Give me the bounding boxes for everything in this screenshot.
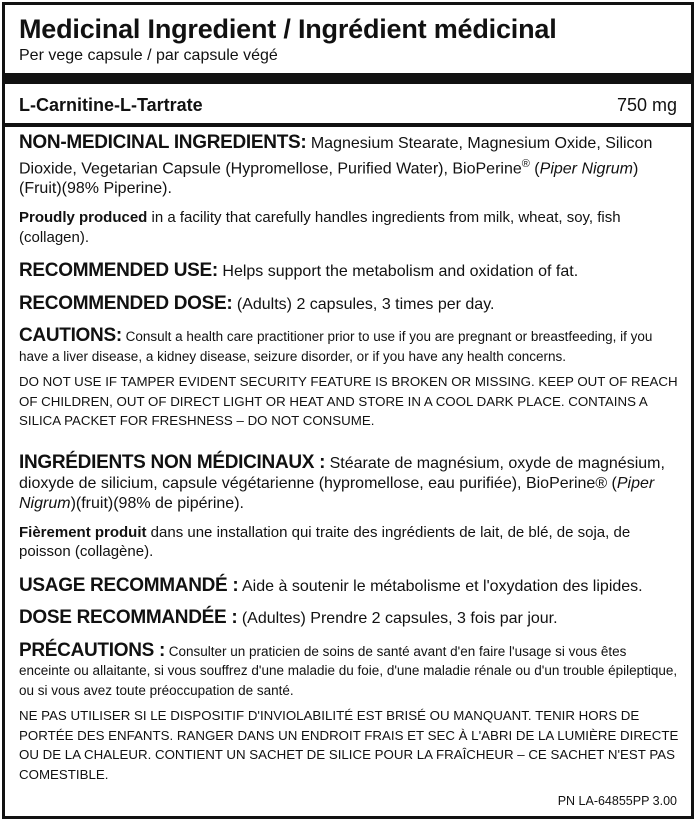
ingredient-amount: 750 mg — [616, 94, 677, 115]
dose-fr-text: (Adultes) Prendre 2 capsules, 3 fois par jour. — [237, 610, 558, 628]
panel-subtitle: Per vege capsule / par capsule végé — [19, 47, 278, 64]
part-number: PN LA-64855PP 3.00 — [557, 794, 677, 808]
proud-fr — [19, 523, 679, 562]
nmi-fr-tail: )(fruit)(98% de pipérine). — [70, 494, 244, 512]
nmi-fr — [19, 453, 679, 514]
cautions-fr — [19, 641, 679, 701]
proud-fr-text: dans une installation qui traite des ingrédients de lait, de blé, de soja, de poisson (collagène). — [19, 523, 631, 561]
label-body — [19, 132, 679, 784]
use-fr-label: USAGE RECOMMANDÉ : — [19, 574, 239, 596]
registered-mark: ® — [521, 158, 530, 170]
proud-en — [19, 208, 679, 247]
medicinal-ingredient-row — [19, 93, 677, 117]
use-fr — [19, 576, 679, 597]
nmi-en-text: Magnesium Stearate, Magnesium Oxide, Silicon Dioxide, Vegetarian Capsule (Hypromellose, Purified Water), BioPerine — [19, 135, 653, 178]
panel-header — [19, 13, 557, 66]
proud-fr-label: Fièrement produit — [19, 523, 147, 541]
cautions-fr-label: PRÉCAUTIONS : — [19, 639, 165, 661]
dose-fr-label: DOSE RECOMMANDÉE : — [19, 607, 238, 629]
use-en-text: Helps support the metabolism and oxidation of fat. — [217, 263, 579, 281]
nmi-fr-label: INGRÉDIENTS NON MÉDICINAUX : — [19, 451, 326, 473]
nmi-en-italic: Piper Nigrum — [539, 160, 633, 178]
use-en-label: RECOMMENDED USE: — [19, 260, 218, 282]
cautions-en — [19, 326, 679, 366]
nmi-fr-italic: Piper Nigrum — [19, 474, 655, 512]
dose-fr — [19, 608, 679, 629]
ingredient-name: L-Carnitine-L-Tartrate — [19, 94, 203, 115]
proud-en-label: Proudly produced — [19, 209, 148, 227]
cautions-en-label: CAUTIONS: — [19, 325, 122, 347]
cautions-en-text: Consult a health care practitioner prior to use if you are pregnant or breastfeeding, if you have a liver disease, a kidney disease, seizure disorder, or if you have any health concerns. — [19, 329, 653, 364]
dose-en-text: (Adults) 2 capsules, 3 times per day. — [232, 295, 495, 313]
nmi-en — [19, 133, 679, 199]
proud-en-text: in a facility that carefully handles ingredients from milk, wheat, soy, fish (collagen). — [19, 209, 621, 246]
cautions-fr-text: Consulter un praticien de soins de santé avant d'en faire l'usage si vous êtes enceinte ou allaitante, si vous souffrez d'une maladie du foie, d'une maladie rénale ou d'un trouble épileptique, ou si vous avez toute préoccupation de santé. — [19, 643, 678, 698]
warning-en: DO NOT USE IF TAMPER EVIDENT SECURITY FEATURE IS BROKEN OR MISSING. KEEP OUT OF REACH OF CHILDREN, OUT OF DIRECT LIGHT OR HEAT AND STORE IN A COOL DARK PLACE. CONTAINS A SILICA PACKET FOR FRESHNESS – DO NOT CONSUME. — [19, 374, 678, 429]
nmi-en-label: NON-MEDICINAL INGREDIENTS: — [19, 132, 307, 153]
dose-en — [19, 294, 679, 315]
panel-title: Medicinal Ingredient / Ingrédient médicinal — [19, 14, 557, 44]
supplement-facts-panel — [2, 2, 694, 819]
thick-divider — [5, 73, 691, 84]
use-fr-text: Aide à soutenir le métabolisme et l'oxydation des lipides. — [238, 577, 643, 595]
nmi-fr-text: Stéarate de magnésium, oxyde de magnésium, dioxyde de silicium, capsule végétarienne (hypromellose, eau purifiée), BioPerine® ( — [19, 454, 665, 492]
nmi-en-tail: )(Fruit)(98% Piperine). — [19, 160, 639, 198]
use-en — [19, 261, 679, 282]
nmi-en-open: ( — [529, 160, 540, 178]
thin-divider — [5, 123, 691, 127]
dose-en-label: RECOMMENDED DOSE: — [19, 292, 233, 314]
warning-fr: NE PAS UTILISER SI LE DISPOSITIF D'INVIOLABILITÉ EST BRISÉ OU MANQUANT. TENIR HORS DE PORTÉE DES ENFANTS. RANGER DANS UN ENDROIT FRAIS ET SEC À L'ABRI DE LA LUMIÈRE DIRECTE OU DE LA CHALEUR. CONTIENT UN SACHET DE SILICE POUR LA FRAÎCHEUR – CE SACHET N'EST PAS COMESTIBLE. — [19, 708, 679, 782]
